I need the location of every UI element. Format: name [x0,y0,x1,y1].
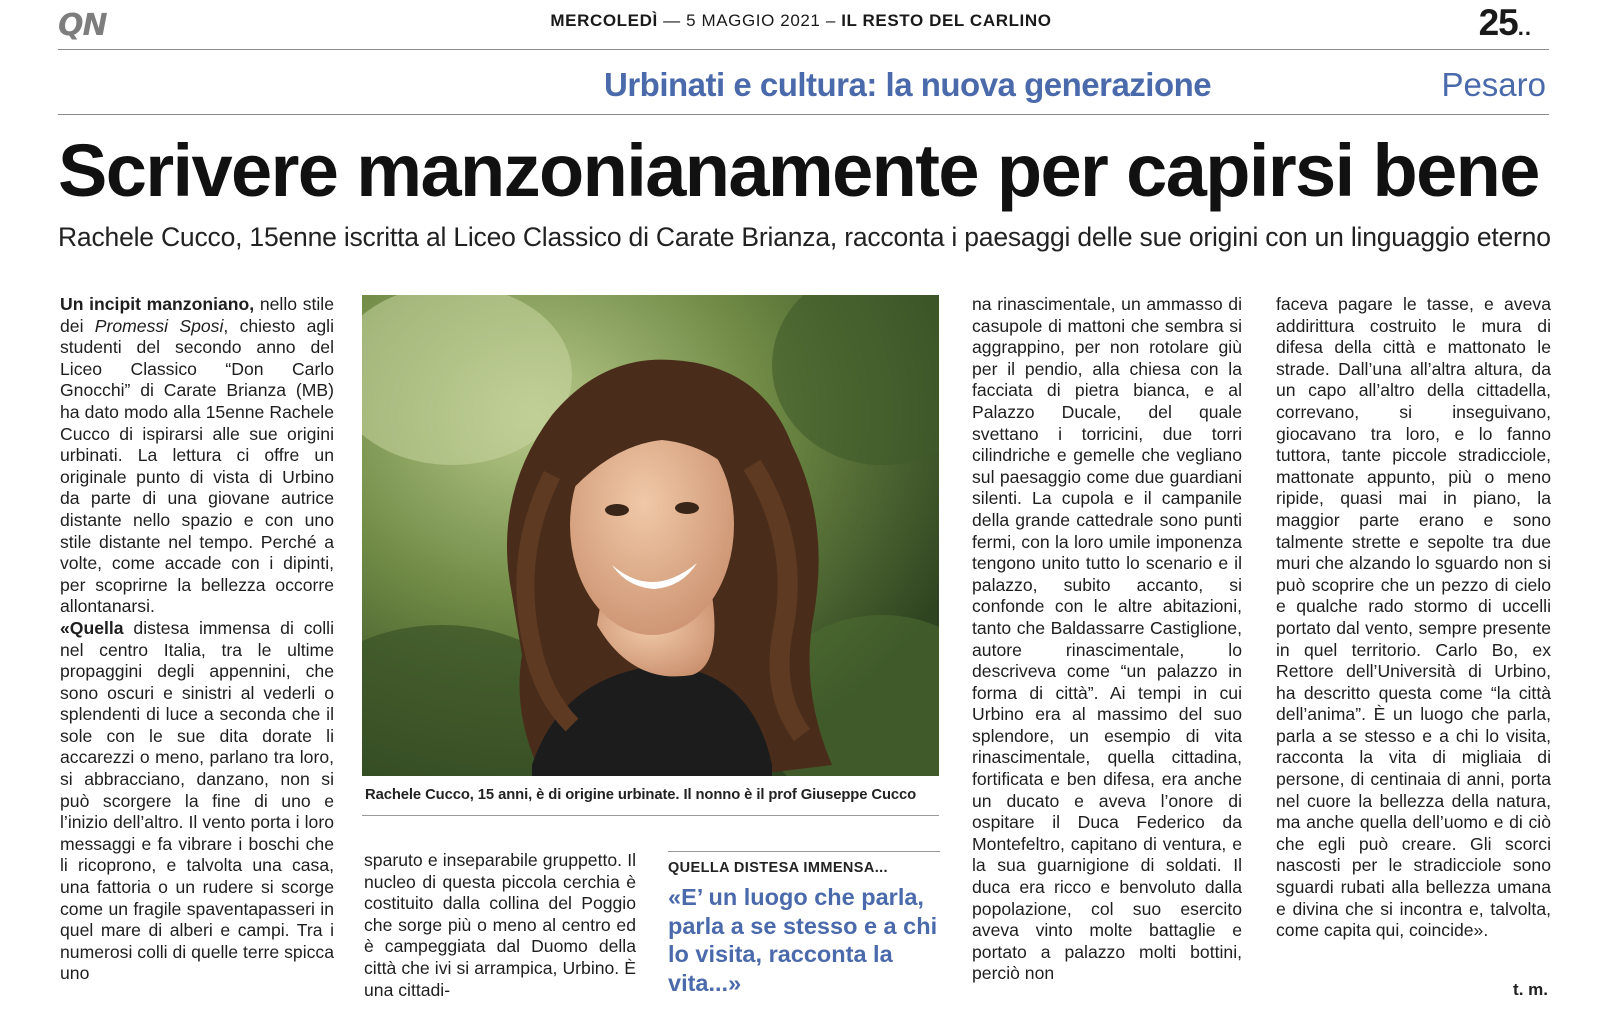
pullquote-label: QUELLA DISTESA IMMENSA... [668,860,888,876]
date-separator: — [663,11,681,30]
paper-separator: – [825,11,836,30]
paragraph-1-text-a: nello stile dei [60,294,334,336]
kicker: Urbinati e cultura: la nuova generazione [604,66,1212,103]
article-paragraph-2 [60,618,334,985]
article-column-1 [60,294,334,985]
portrait-photo [362,295,939,776]
book-title: Promessi Sposi [94,315,224,336]
photo-caption: Rachele Cucco, 15 anni, è di origine urbinate. Il nonno è il prof Giuseppe Cucco [365,787,917,803]
pullquote-text: «E’ un luogo che parla, parla a se stesso e a chi lo visita, racconta la vita...» [668,884,938,996]
issue-date: 5 MAGGIO 2021 [686,11,821,30]
article-column-2 [364,850,636,1001]
subheadline: Rachele Cucco, 15enne iscritta al Liceo Classico di Carate Brianza, racconta i paesaggi delle sue origini con un linguaggio eterno [58,222,1551,252]
article-paragraph-1 [60,294,334,618]
kicker-rule [58,114,1549,115]
column-3-text: na rinascimentale, un ammasso di casupole di mattoni che sembra si aggrappino, per non rotolare giù per il pendio, alla chiesa con la facciata di pietra bianca, e al Palazzo Ducale, del quale svettano i torricini, due torri cilindriche e gemelle che vegliano sul paesaggio come due guardiani silenti. La cupola e il campanile della grande cattedrale sono punti fermi, con la loro umile imponenza tengono unito tutto lo scenario e il palazzo, subito accanto, si confonde con le altre abitazioni, tanto che Baldassarre Castiglione, autore rinascimentale, lo descriveva come “un palazzo in forma di città”. Ai tempi in cui Urbino era al massimo del suo splendore, un esempio di vita rinascimentale, quella cittadina, fortificata e ben difesa, era anche un ducato e aveva l’onore di ospitare il Duca Federico da Montefeltro, capitano di ventura, e la sua guarnigione di soldati. Il duca era ricco e benvoluto dalla popolazione, col suo esercito aveva vinto molte battaglie e portato a palazzo molti bottini, perciò non [972,294,1242,984]
qn-logo: QN [58,8,107,43]
lead-in: Un incipit manzoniano, [60,294,255,314]
weekday: MERCOLEDÌ [550,11,658,30]
article-column-4 [1276,294,1551,942]
headline: Scrivere manzonianamente per capirsi bene [58,129,1539,212]
page-number [1479,2,1532,44]
caption-rule [362,815,939,816]
column-4-text: faceva pagare le tasse, e aveva addirittura costruito le mura di difesa della città e mattonato le strade. Dall’una all’altra altura, da un capo all’altro della cittadella, correvano, si inseguivano, giocavano tra loro, e lo fanno tuttora, tante piccole stradicciole, mattonate appunto, più o meno ripide, quasi mai in piano, la maggior parte erano e sono talmente strette e sepolte tra due muri che alzando lo sguardo non si può scoprire che un pezzo di cielo e qualche rado stormo di uccelli portato dal vento, sempre presente in quel territorio. Carlo Bo, ex Rettore dell’Università di Urbino, ha descritto questa come “la città dell’anima”. È un luogo che parla, parla a se stesso e a chi lo visita, racconta la vita di migliaia di persone, di centinaia di anni, porta nel cuore la bellezza della natura, ma anche quella dell’uomo e di ciò che egli può creare. Gli scorci nascosti per le stradicciole sono sguardi rubati alla bellezza umana e divina che si incontra e, talvolta, come capita qui, coincide». [1276,294,1551,941]
section-label: Pesaro [1441,66,1546,103]
dateline [0,11,1602,31]
masthead-rule [58,49,1549,50]
author-signature: t. m. [1513,980,1548,999]
quote-lead-in: «Quella [60,617,124,638]
pullquote-rule [668,851,940,852]
paragraph-1-text-b: , chiesto agli studenti del secondo anno del Liceo Classico “Don Carlo Gnocchi” di Carate Brianza (MB) ha dato modo alla 15enne Rachele Cucco di ispirarsi alle sue origini urbinati. La lettura ci offre un originale punto di vista di Urbino da parte di una giovane autrice distante nello spazio e con uno stile distante nel tempo. Perché a volte, come accade con i dipinti, per scoprirne la bellezza occorre allontanarsi. [60,315,334,617]
paragraph-2-text: distesa immensa di colli nel centro Italia, tra le ultime propaggini degli appennini, che sono oscuri e sinistri al vederli o splendenti di luce a seconda che il sole con le sue dita dorate li accarezzi o meno, parlano tra loro, si abbracciano, danzano, non si può scorgere la fine di uno e l’inizio dell’altro. Il vento porta i loro messaggi e fa vibrare i boschi che li ricoprono, e talvolta una casa, una fattoria o un rudere si scorge come un fragile spaventapasseri in quel mare di alberi e campi. Tra i numerosi colli di quelle terre spicca uno [60,617,334,984]
article-column-3 [972,294,1242,985]
portrait-photo-illustration [362,295,939,776]
newspaper-name: IL RESTO DEL CARLINO [841,11,1052,30]
page-number-dots: .. [1517,15,1532,40]
page-number-value: 25 [1478,2,1518,43]
column-2-text: sparuto e inseparabile gruppetto. Il nucleo di questa piccola cerchia è costituito dalla collina del Poggio che sorge più o meno al centro ed è campeggiata dal Duomo della città che ivi si arrampica, Urbino. È una cittadi- [364,850,636,1000]
